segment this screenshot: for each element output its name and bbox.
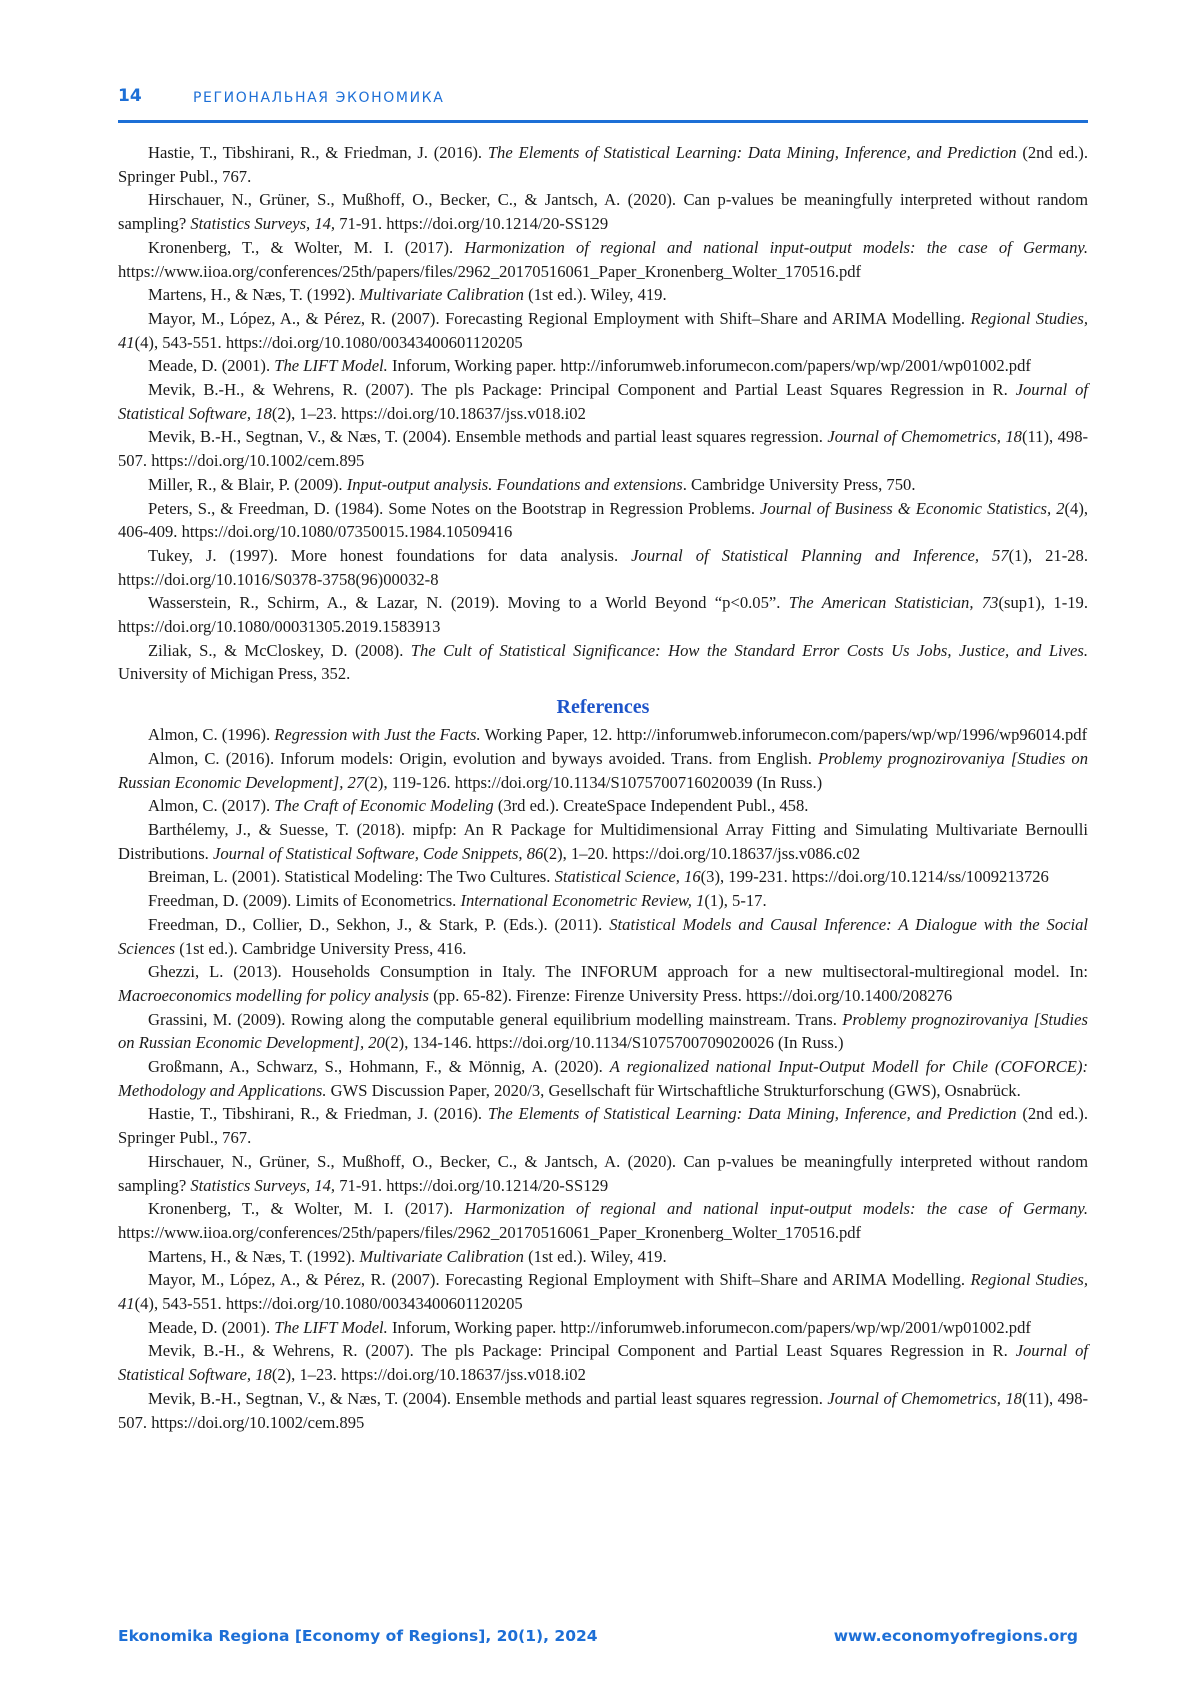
reference-text: (2), 1–23. https://doi.org/10.18637/jss.v018.i02 [271,403,586,423]
reference-source-italic: Statistics Surveys, 14, [190,1175,336,1195]
reference-text: (3rd ed.). CreateSpace Independent Publ., 458. [493,796,809,816]
reference-entry [118,1197,1088,1244]
reference-text: (2), 119-126. https://doi.org/10.1134/S1075700716020039 (In Russ.) [364,772,823,792]
reference-text: Working Paper, 12. http://inforumweb.inforumecon.com/papers/wp/wp/1996/wp96014.pdf [480,725,1088,745]
reference-source-italic: Journal of Business & Economic Statistics, 2 [760,498,1065,518]
reference-text: Mevik, B.-H., & Wehrens, R. (2007). The pls Package: Principal Component and Partial Least Squares Regression in R. [148,1341,1016,1361]
footer-citation: Ekonomika Regiona [Economy of Regions], 20(1), 2024 [118,1627,598,1645]
reference-text: 71-91. https://doi.org/10.1214/20-SS129 [335,214,609,234]
reference-text: https://www.iioa.org/conferences/25th/papers/files/2962_20170516061_Paper_Kronenberg_Wolter_170516.pdf [118,1222,862,1242]
reference-text: Freedman, D. (2009). Limits of Econometrics. [148,891,461,911]
reference-text: (11), 498-507. https://doi.org/10.1002/cem.895 [118,427,1089,471]
reference-source-italic: Journal of Statistical Software, 18 [118,380,1088,423]
reference-source-italic: Harmonization of regional and national input-output models: the case of Germany. [464,1199,1088,1219]
reference-text: Peters, S., & Freedman, D. (1984). Some Notes on the Bootstrap in Regression Problems. [148,498,761,518]
reference-entry [118,723,1088,747]
reference-text: (4), 406-409. https://doi.org/10.1080/07350015.1984.10509416 [118,498,1088,542]
reference-entry [118,889,1088,913]
reference-source-italic: The Elements of Statistical Learning: Data Mining, Inference, and Prediction [487,143,1017,162]
reference-text: Inforum, Working paper. http://inforumweb.inforumecon.com/papers/wp/wp/2001/wp01002.pdf [387,356,1031,376]
reference-text: Grassini, M. (2009). Rowing along the computable general equilibrium modelling mainstream. Trans. [148,1009,843,1029]
reference-text: Wasserstein, R., Schirm, A., & Lazar, N. (2019). Moving to a World Beyond “p<0.05”. [148,593,789,613]
reference-source-italic: Journal of Statistical Planning and Inference, 57 [631,545,1009,565]
reference-text: Breiman, L. (2001). Statistical Modeling: The Two Cultures. [148,867,555,887]
reference-text: (1), 5-17. [704,891,767,911]
reference-source-italic: Statistical Models and Causal Inference: A Dialogue with the Social Sciences [118,914,1088,958]
reference-entry [118,794,1088,818]
references-heading: References [556,696,650,719]
reference-entry [118,283,1088,307]
reference-entry [118,1387,1088,1434]
reference-source-italic: Problemy prognozirovaniya [Studies on Russian Economic Development], 20 [118,1009,1088,1053]
reference-text: (2nd ed.). Springer Publ., 767. [118,1104,1088,1148]
reference-text: Freedman, D., Collier, D., Sekhon, J., & Stark, P. (Eds.). (2011). [148,914,610,934]
reference-text: (pp. 65-82). Firenze: Firenze University Press. https://doi.org/10.1400/208276 [428,985,953,1005]
reference-entry [118,1316,1088,1340]
footer-website[interactable]: www.economyofregions.org [833,1627,1078,1645]
journal-title: РЕГИОНАЛЬНАЯ ЭКОНОМИКА [193,90,445,106]
reference-text: (4), 543-551. https://doi.org/10.1080/00343400601120205 [134,332,523,352]
reference-entry [118,497,1088,544]
reference-source-italic: Regression with Just the Facts. [274,725,481,745]
reference-source-italic: The LIFT Model. [274,1317,388,1337]
reference-text: Martens, H., & Næs, T. (1992). [148,285,360,305]
reference-text: Almon, C. (2017). [148,796,275,816]
reference-source-italic: Macroeconomics modelling for policy analysis [118,985,429,1005]
reference-text: Großmann, A., Schwarz, S., Hohmann, F., & Mönnig, A. (2020). [148,1057,610,1077]
reference-text: University of Michigan Press, 352. [118,664,351,684]
reference-source-italic: Multivariate Calibration [359,285,524,305]
reference-text: 71-91. https://doi.org/10.1214/20-SS129 [335,1175,609,1195]
reference-text: (1), 21-28. https://doi.org/10.1016/S0378-3758(96)00032-8 [118,545,1088,589]
reference-source-italic: Journal of Statistical Software, 18 [118,1341,1088,1385]
reference-source-italic: Journal of Chemometrics, 18 [827,427,1022,447]
reference-entry [118,473,1088,497]
reference-text: (2), 134-146. https://doi.org/10.1134/S1075700709020026 (In Russ.) [384,1033,844,1053]
reference-text: (1st ed.). Cambridge University Press, 416. [175,938,467,958]
reference-entry [118,639,1088,686]
reference-entry [118,1150,1088,1197]
reference-entry [118,188,1088,235]
reference-text: (2), 1–23. https://doi.org/10.18637/jss.v018.i02 [271,1365,586,1385]
reference-text: Hastie, T., Tibshirani, R., & Friedman, J. (2016). [148,1104,488,1124]
reference-text: (2), 1–20. https://doi.org/10.18637/jss.v086.c02 [543,843,861,863]
reference-entry [118,865,1088,889]
reference-text: (sup1), 1-19. https://doi.org/10.1080/00031305.2019.1583913 [118,593,1088,637]
reference-entry [118,378,1088,425]
reference-entry [118,307,1088,354]
reference-source-italic: The Cult of Statistical Significance: How the Standard Error Costs Us Jobs, Justice, and Lives. [410,640,1089,660]
reference-entry [118,1008,1088,1055]
reference-content [118,141,1088,1434]
reference-source-italic: The Elements of Statistical Learning: Data Mining, Inference, and Prediction [487,1104,1017,1124]
reference-text: Hirschauer, N., Grüner, S., Mußhoff, O., Becker, C., & Jantsch, A. (2020). Can p-values be meaningfully interpreted without random sampling? [118,1151,1088,1195]
reference-entry [118,544,1088,591]
reference-text: Miller, R., & Blair, P. (2009). [148,474,347,494]
reference-source-italic: Regional Studies, 41 [118,1270,1089,1314]
reference-text: Hirschauer, N., Grüner, S., Mußhoff, O., Becker, C., & Jantsch, A. (2020). Can p-values be meaningfully interpreted without random sampling? [118,190,1088,234]
reference-text: Kronenberg, T., & Wolter, M. I. (2017). [148,1199,465,1219]
reference-source-italic: A regionalized national Input-Output Modell for Chile (COFORCE): Methodology and Applications. [118,1057,1088,1100]
reference-source-italic: Statistical Science, 16 [554,867,701,887]
reference-entry [118,960,1088,1007]
continued-reference-list [118,141,1088,686]
reference-text: (1st ed.). Wiley, 419. [523,1246,667,1266]
reference-entry [118,1245,1088,1269]
reference-text: (1st ed.). Wiley, 419. [523,285,667,305]
reference-text: Mevik, B.-H., Segtnan, V., & Næs, T. (2004). Ensemble methods and partial least squares regression. [148,1388,828,1408]
reference-text: Meade, D. (2001). [148,1317,275,1337]
reference-source-italic: The American Statistician, 73 [788,593,999,613]
reference-entry [118,1055,1088,1102]
reference-source-italic: Journal of Statistical Software, Code Snippets, 86 [212,843,544,863]
reference-text: Inforum, Working paper. http://inforumweb.inforumecon.com/papers/wp/wp/2001/wp01002.pdf [387,1317,1031,1337]
reference-text: Almon, C. (2016). Inforum models: Origin, evolution and byways avoided. Trans. from English. [148,748,818,768]
reference-text: Hastie, T., Tibshirani, R., & Friedman, J. (2016). [148,143,488,162]
reference-text: (3), 199-231. https://doi.org/10.1214/ss/1009213726 [700,867,1049,887]
reference-text: Mayor, M., López, A., & Pérez, R. (2007). Forecasting Regional Employment with Shift–Share and ARIMA Modelling. [148,308,971,328]
reference-text: Meade, D. (2001). [148,356,275,376]
reference-source-italic: International Econometric Review, 1 [460,891,705,911]
reference-source-italic: Journal of Chemometrics, 18 [827,1388,1022,1408]
reference-entry [118,141,1088,188]
reference-source-italic: Problemy prognozirovaniya [Studies on Russian Economic Development], 27 [118,748,1088,792]
reference-text: Barthélemy, J., & Suesse, T. (2018). mipfp: An R Package for Multidimensional Array Fitting and Simulating Multivariate Bernoulli Distributions. [118,819,1088,863]
reference-text: (2nd ed.). Springer Publ., 767. [118,143,1088,186]
reference-entry [118,236,1088,283]
reference-entry [118,354,1088,378]
reference-text: Mayor, M., López, A., & Pérez, R. (2007). Forecasting Regional Employment with Shift–Share and ARIMA Modelling. [148,1270,971,1290]
reference-text: GWS Discussion Paper, 2020/3, Gesellschaft für Wirtschaftliche Strukturforschung (GWS), Osnabrück. [326,1080,1021,1100]
reference-entry [118,818,1088,865]
reference-entry [118,913,1088,960]
reference-text: Ziliak, S., & McCloskey, D. (2008). [148,640,411,660]
reference-text: Martens, H., & Næs, T. (1992). [148,1246,360,1266]
reference-source-italic: Harmonization of regional and national input-output models: the case of Germany. [464,237,1088,257]
reference-source-italic: Regional Studies, 41 [118,308,1089,352]
reference-entry [118,591,1088,638]
reference-entry [118,747,1088,794]
reference-text: Tukey, J. (1997). More honest foundations for data analysis. [148,545,632,565]
reference-source-italic: The LIFT Model. [274,356,388,376]
reference-source-italic: Multivariate Calibration [359,1246,524,1266]
reference-text: https://www.iioa.org/conferences/25th/papers/files/2962_20170516061_Paper_Kronenberg_Wolter_170516.pdf [118,261,862,281]
reference-text: Mevik, B.-H., Segtnan, V., & Næs, T. (2004). Ensemble methods and partial least squares regression. [148,427,828,447]
references-list [118,723,1088,1434]
reference-text: Almon, C. (1996). [148,725,275,745]
reference-source-italic: The Craft of Economic Modeling [274,796,494,816]
reference-text: Ghezzi, L. (2013). Households Consumption in Italy. The INFORUM approach for a new multisectoral-multiregional model. In: [148,962,1088,982]
reference-entry [118,425,1088,472]
reference-entry [118,1339,1088,1386]
page-number: 14 [118,86,142,106]
reference-text: (4), 543-551. https://doi.org/10.1080/00343400601120205 [134,1294,523,1314]
reference-text: Kronenberg, T., & Wolter, M. I. (2017). [148,237,465,257]
reference-entry [118,1102,1088,1149]
page-header [118,86,1088,123]
reference-text: . Cambridge University Press, 750. [682,474,916,494]
reference-source-italic: Input-output analysis. Foundations and extensions [346,474,683,494]
reference-source-italic: Statistics Surveys, 14, [190,214,336,234]
reference-text: (11), 498-507. https://doi.org/10.1002/cem.895 [118,1388,1089,1432]
reference-entry [118,1268,1088,1315]
page-footer [118,1627,1078,1651]
reference-text: Mevik, B.-H., & Wehrens, R. (2007). The pls Package: Principal Component and Partial Least Squares Regression in R. [148,380,1016,400]
